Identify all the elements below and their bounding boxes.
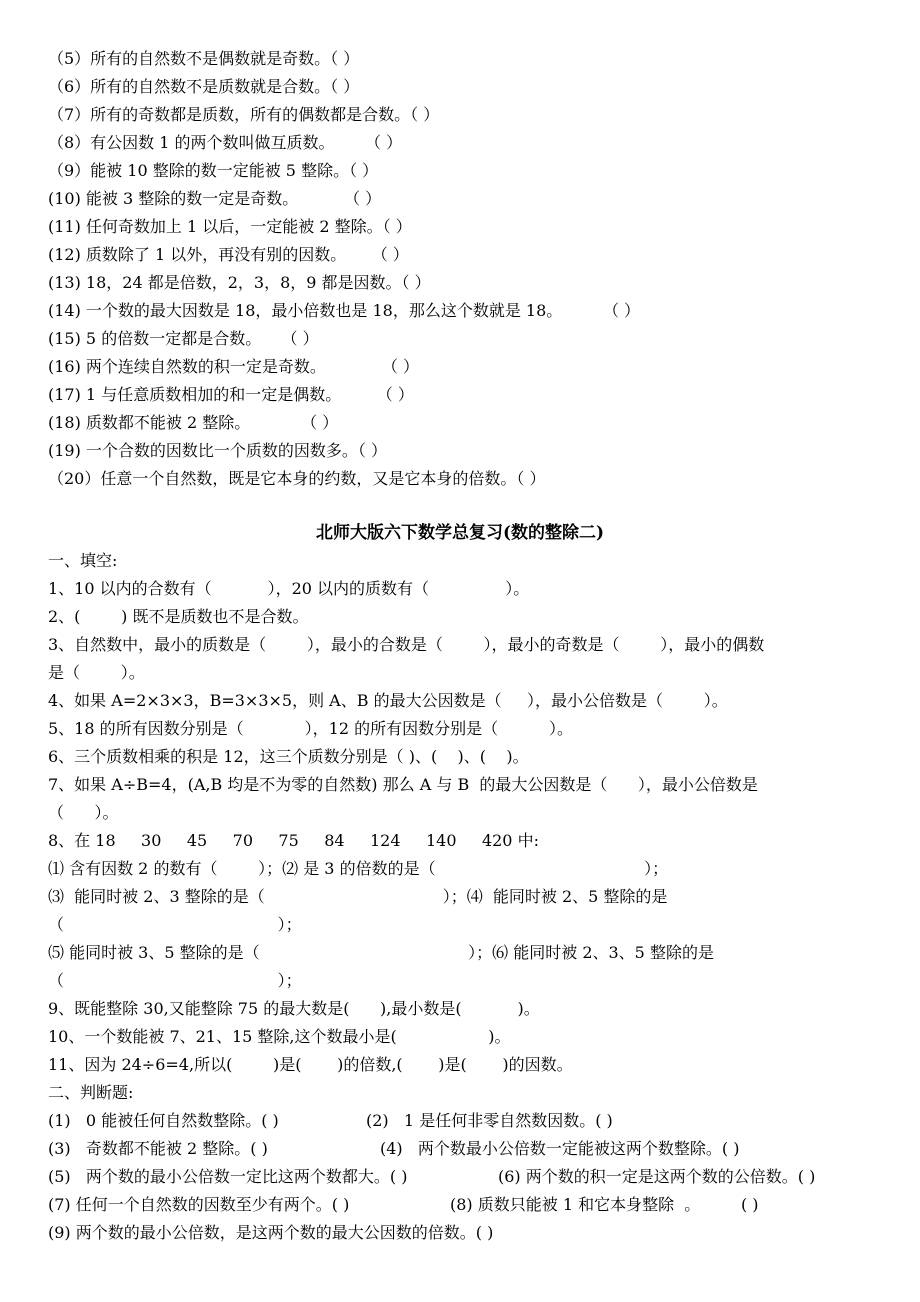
fill-question-1: 1、10 以内的合数有（ ），20 以内的质数有（ ）。 xyxy=(48,579,530,598)
judge-item-8: （8）有公因数 1 的两个数叫做互质数。 （ ） xyxy=(48,133,403,152)
fill-heading: 一、填空: xyxy=(48,551,118,570)
judge-question-8: (8) 质数只能被 1 和它本身整除 。 ( ) xyxy=(450,1195,759,1214)
judge-question-1: (1) 0 能被任何自然数整除。( ) xyxy=(48,1111,279,1130)
judge-item-5: （5）所有的自然数不是偶数就是奇数。（ ） xyxy=(48,49,360,68)
judge-item-11: (11) 任何奇数加上 1 以后，一定能被 2 整除。（ ） xyxy=(48,217,412,236)
fill-question-8-sub-5-6: ⑸ 能同时被 3、5 整除的是（ ）；⑹ 能同时被 2、3、5 整除的是 xyxy=(48,943,714,962)
judge-item-12: (12) 质数除了 1 以外，再没有别的因数。 （ ） xyxy=(48,245,409,264)
judge-row-2 xyxy=(48,1138,888,1160)
fill-question-9: 9、既能整除 30,又能整除 75 的最大数是( ),最小数是( )。 xyxy=(48,999,540,1018)
fill-question-8-sub-6-cont: （ ）； xyxy=(48,971,302,990)
judge-row-4 xyxy=(48,1194,888,1216)
judge-item-10: (10) 能被 3 整除的数一定是奇数。 （ ） xyxy=(48,189,382,208)
judge-item-19: (19) 一个合数的因数比一个质数的因数多。（ ） xyxy=(48,441,388,460)
judge-question-4: (4) 两个数最小公倍数一定能被这两个数整除。( ) xyxy=(380,1139,740,1158)
fill-question-8-sub-3-4: ⑶ 能同时被 2、3 整除的是（ ）；⑷ 能同时被 2、5 整除的是 xyxy=(48,887,668,906)
fill-question-3: 3、自然数中，最小的质数是（ ），最小的合数是（ ），最小的奇数是（ ），最小的偶数 xyxy=(48,635,765,654)
fill-question-11: 11、因为 24÷6=4,所以( )是( )的倍数,( )是( )的因数。 xyxy=(48,1055,573,1074)
judge-question-6: (6) 两个数的积一定是这两个数的公倍数。( ) xyxy=(498,1167,816,1186)
fill-question-8-sub-1-2: ⑴ 含有因数 2 的数有（ ）；⑵ 是 3 的倍数的是（ ）； xyxy=(48,859,669,878)
fill-question-7-cont: （ ）。 xyxy=(48,803,119,822)
fill-question-7: 7、如果 A÷B=4，(A,B 均是不为零的自然数) 那么 A 与 B 的最大公因数是（ ），最小公倍数是 xyxy=(48,775,758,794)
judge-heading: 二、判断题: xyxy=(48,1083,134,1102)
fill-question-10: 10、一个数能被 7、21、15 整除,这个数最小是( )。 xyxy=(48,1027,511,1046)
judge-question-3: (3) 奇数都不能被 2 整除。( ) xyxy=(48,1139,268,1158)
judge-question-9: (9) 两个数的最小公倍数，是这两个数的最大公因数的倍数。( ) xyxy=(48,1223,494,1242)
judge-question-5: (5) 两个数的最小公倍数一定比这两个数都大。( ) xyxy=(48,1167,408,1186)
judge-item-13: (13) 18，24 都是倍数，2，3，8，9 都是因数。（ ） xyxy=(48,273,431,292)
judge-item-7: （7）所有的奇数都是质数，所有的偶数都是合数。（ ） xyxy=(48,105,440,124)
judge-item-18: (18) 质数都不能被 2 整除。 （ ） xyxy=(48,413,339,432)
judge-item-14: (14) 一个数的最大因数是 18，最小倍数也是 18，那么这个数就是 18。 （ ） xyxy=(48,301,641,320)
section-title: 北师大版六下数学总复习(数的整除二) xyxy=(315,523,605,543)
fill-question-8: 8、在 18 30 45 70 75 84 124 140 420 中: xyxy=(48,831,539,850)
fill-question-2: 2、( ) 既不是质数也不是合数。 xyxy=(48,607,309,626)
judge-item-9: （9）能被 10 整除的数一定能被 5 整除。（ ） xyxy=(48,161,379,180)
judge-row-1 xyxy=(48,1110,888,1132)
fill-question-5: 5、18 的所有因数分别是（ ），12 的所有因数分别是（ ）。 xyxy=(48,719,573,738)
judge-item-16: (16) 两个连续自然数的积一定是奇数。 （ ） xyxy=(48,357,419,376)
judge-row-3 xyxy=(48,1166,888,1188)
fill-question-4: 4、如果 A=2×3×3，B=3×3×5，则 A、B 的最大公因数是（ ），最小公倍数是（ ）。 xyxy=(48,691,728,710)
judge-item-17: (17) 1 与任意质数相加的和一定是偶数。 （ ） xyxy=(48,385,414,404)
judge-item-15: (15) 5 的倍数一定都是合数。 （ ） xyxy=(48,329,319,348)
judge-question-2: (2) 1 是任何非零自然数因数。( ) xyxy=(366,1111,613,1130)
fill-question-8-sub-4-cont: （ ）； xyxy=(48,915,302,934)
fill-question-3-cont: 是（ ）。 xyxy=(48,663,145,682)
fill-question-6: 6、三个质数相乘的积是 12，这三个质数分别是（ )、( )、( )。 xyxy=(48,747,529,766)
judge-question-7: (7) 任何一个自然数的因数至少有两个。( ) xyxy=(48,1195,350,1214)
judge-item-20: （20）任意一个自然数，既是它本身的约数，又是它本身的倍数。（ ） xyxy=(48,469,546,488)
judge-item-6: （6）所有的自然数不是质数就是合数。（ ） xyxy=(48,77,360,96)
